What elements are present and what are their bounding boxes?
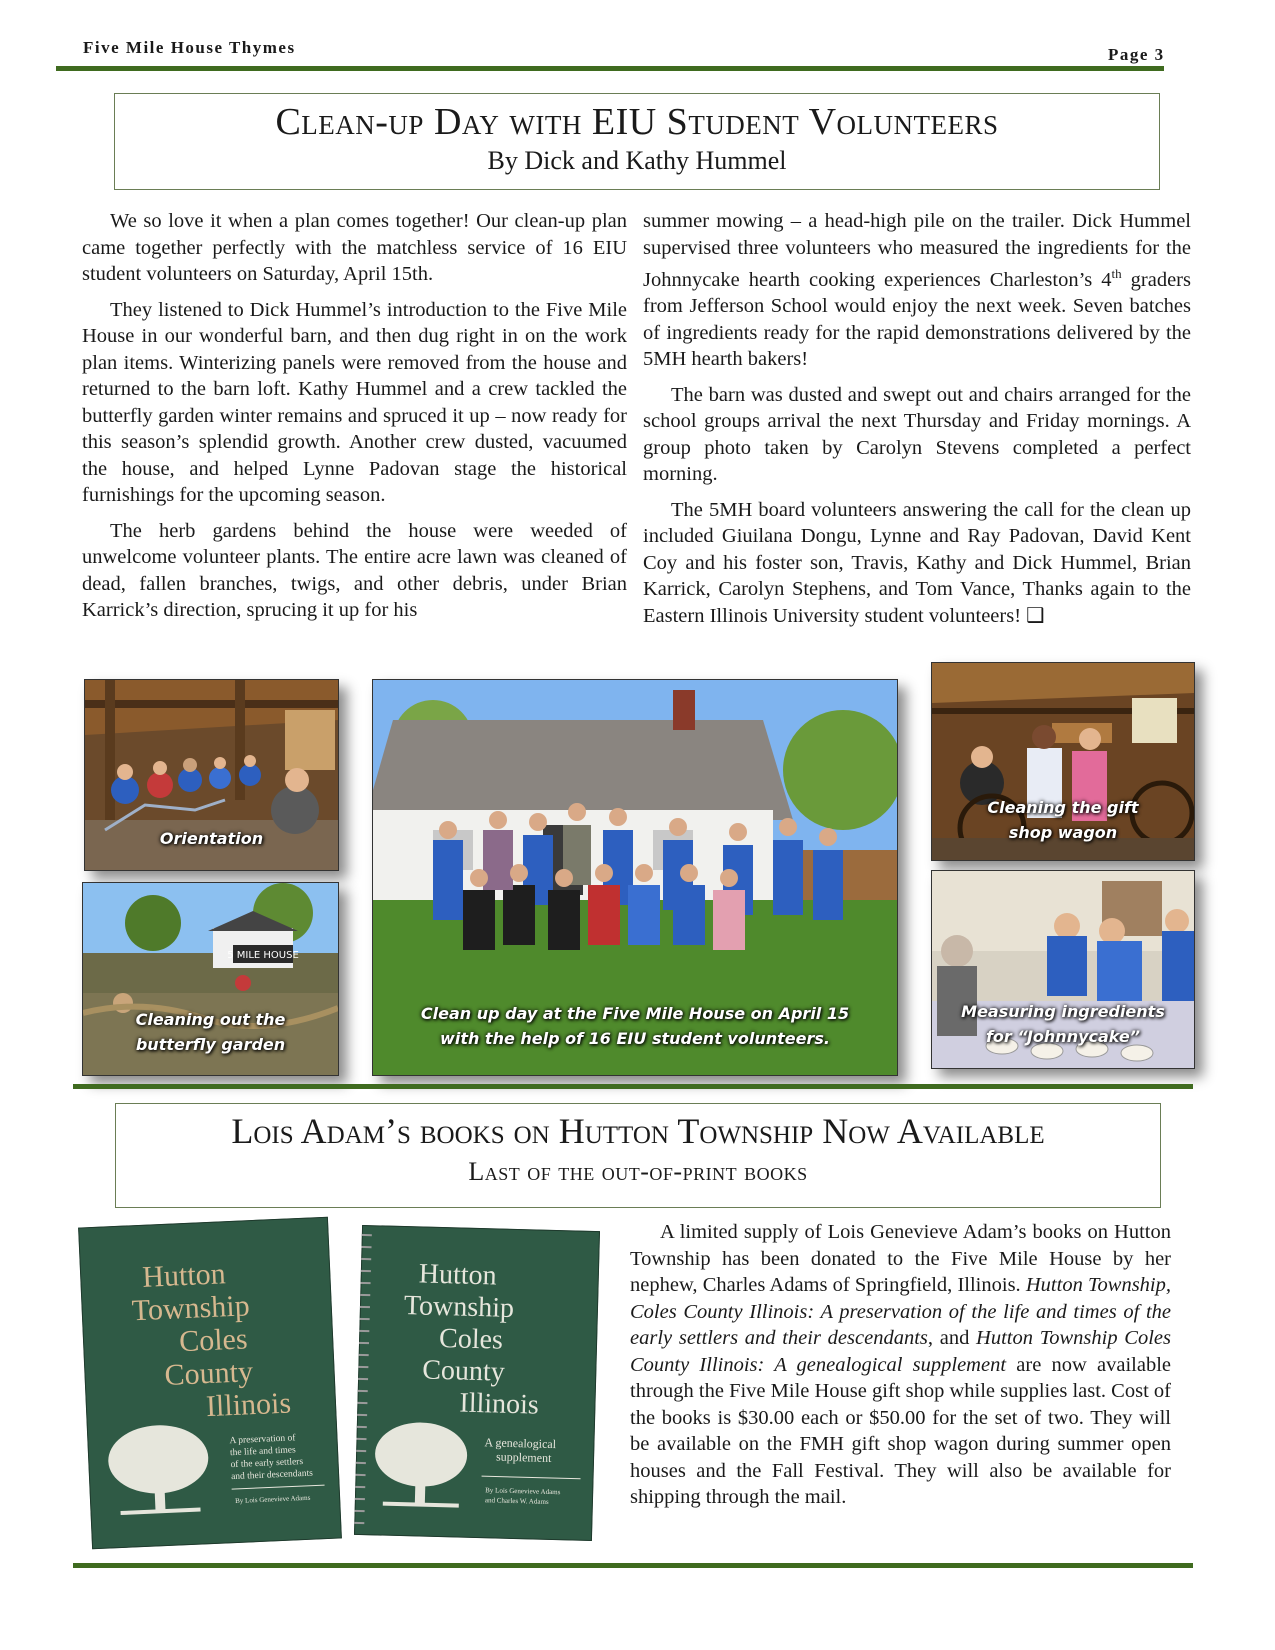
photo-measuring-ingredients <box>931 870 1195 1069</box>
caption-gift-shop-wagon <box>932 795 1194 845</box>
photo-butterfly-garden <box>82 882 339 1076</box>
book2-desc-line: A genealogical <box>484 1435 557 1452</box>
book2-author: By Lois Genevieve Adams <box>485 1486 561 1497</box>
article2-intro: A limited supply of Lois Genevieve Adam’s books on Hutton Township has been donated to the Five Mile House by her nephew, Charles Adams of Springfield, Illinois. <box>630 1221 1171 1296</box>
caption-orientation: Orientation <box>159 829 264 848</box>
continued-text-2: graders from Jefferson School would enjoy the next week. Seven batches of ingredients ready for the rapid demonstrations delivered by the 5MH hearth bakers! <box>643 268 1191 371</box>
caption-measuring-ingredients <box>932 999 1194 1049</box>
article1-title: Clean-up Day with EIU Student Volunteers <box>275 101 999 143</box>
article2-paragraph <box>630 1219 1171 1511</box>
book1-desc-line: and their descendants <box>230 1468 314 1483</box>
book2-title-citation: Hutton Township Coles County Illinois: A genealogical supplement <box>630 1327 1171 1376</box>
book2-cover-image <box>354 1225 600 1541</box>
caption-line: Cleaning the gift <box>987 798 1139 817</box>
grade-number: 4 <box>1101 268 1112 291</box>
article2-conjunction: , and <box>927 1327 970 1349</box>
book2-title-line: County <box>421 1354 506 1388</box>
book1-title-citation: Hutton Township, Coles County Illinois: A preservation of the life and times of the early settlers and their descendants <box>630 1274 1171 1349</box>
ordinal-suffix: th <box>1111 266 1122 281</box>
book1-title-line: Hutton <box>141 1257 227 1294</box>
photo-orientation <box>84 679 339 871</box>
section-rule <box>73 1084 1193 1089</box>
article2-title: Lois Adam’s books on Hutton Township Now Available <box>231 1111 1045 1151</box>
book1-title-line: County <box>163 1355 254 1392</box>
article1-paragraph: The 5MH board volunteers answering the call for the clean up included Giuilana Dongu, Lynne and Ray Padovan, David Kent Coy and his foster son, Travis, Kathy and Dick Hummel, Brian Karrick, Carolyn Stephens, and Tom Vance, Thanks again to the Eastern Illinois University student volunteers! ❑ <box>643 498 1191 627</box>
article1-column-left <box>82 208 627 633</box>
book1-cover-image <box>78 1217 342 1550</box>
book2-title-line: Illinois <box>459 1387 540 1421</box>
photo-gift-shop-wagon <box>931 662 1195 861</box>
caption-line: Cleaning out the <box>135 1010 286 1029</box>
caption-group <box>373 1001 897 1051</box>
book2-desc-line: supplement <box>495 1449 552 1465</box>
caption-line: for “Johnnycake” <box>985 1027 1141 1046</box>
publication-name: Five Mile House Thymes <box>83 38 296 57</box>
book1-desc-line: A preservation of <box>229 1433 296 1447</box>
article1-title-box <box>114 93 1160 190</box>
book1-desc-line: of the early settlers <box>230 1457 304 1471</box>
article2-body <box>630 1219 1171 1511</box>
article2-rest: are now available through the Five Mile House gift shop while supplies last. Cost of the books is $30.00 each or $50.00 for the set of two. They will be available on the FMH gift shop wagon during summer open houses and the Fall Festival. They will also be available for shipping through the mail. <box>630 1353 1172 1508</box>
sign-text: 5 MILE HOUSE <box>227 950 299 961</box>
caption-line: Measuring ingredients <box>961 1002 1165 1021</box>
photo-group <box>372 679 898 1076</box>
article1-paragraph: The herb gardens behind the house were weeded of unwelcome volunteer plants. The entire acre lawn was cleaned of dead, fallen branches, twigs, and other debris, under Brian Karrick’s direction, sprucing it up for his <box>82 519 627 621</box>
article2-subtitle: Last of the out-of-print books <box>468 1156 808 1186</box>
book2-title-line: Township <box>403 1290 515 1324</box>
book-preservation-cover <box>78 1217 342 1550</box>
caption-line: with the help of 16 EIU student volunteers. <box>440 1029 830 1048</box>
book2-author: and Charles W. Adams <box>484 1496 549 1506</box>
book-genealogical-cover <box>354 1225 600 1541</box>
book1-title-line: Coles <box>178 1322 249 1359</box>
book1-author: By Lois Genevieve Adams <box>234 1493 311 1506</box>
article1-paragraph-continued <box>643 208 1191 373</box>
header-rule <box>56 66 1164 71</box>
footer-rule <box>73 1563 1193 1568</box>
caption-line: butterfly garden <box>135 1035 286 1054</box>
article2-title-box <box>115 1103 1161 1208</box>
book1-title-line: Illinois <box>205 1386 292 1424</box>
book1-title-line: Township <box>131 1289 251 1328</box>
book1-desc-line: the life and times <box>229 1445 296 1459</box>
article1-paragraph: They listened to Dick Hummel’s introduction to the Five Mile House in our wonderful barn, and then dug right in on the work plan items. Winterizing panels were removed from the house and returned to the barn loft. Kathy Hummel and a crew tackled the butterfly garden winter remains and spruced it up – now ready for this season’s splendid growth. Another crew dusted, vacuumed the house, and helped Lynne Padovan stage the historical furnishings for the upcoming season. <box>82 298 627 506</box>
book2-title-line: Coles <box>438 1322 504 1356</box>
article1-column-right <box>643 208 1191 638</box>
page-number: Page 3 <box>1108 45 1165 64</box>
continued-text: summer mowing – a head-high pile on the trailer. Dick Hummel supervised three volunteers who measured the ingredients for the Johnnycake hearth cooking experiences Charleston’s <box>643 210 1191 291</box>
caption-butterfly-garden <box>83 1007 338 1057</box>
caption-line: shop wagon <box>1008 823 1118 842</box>
article1-byline: By Dick and Kathy Hummel <box>487 145 787 175</box>
book2-title-line: Hutton <box>418 1258 497 1292</box>
caption-line: Clean up day at the Five Mile House on April 15 <box>420 1004 850 1023</box>
article1-paragraph: The barn was dusted and swept out and chairs arranged for the school groups arrival the next Thursday and Friday mornings. A group photo taken by Carolyn Stevens completed a perfect morning. <box>643 383 1191 486</box>
article1-paragraph: We so love it when a plan comes together! Our clean-up plan came together perfectly with the matchless service of 16 EIU student volunteers on Saturday, April 15th. <box>82 210 627 285</box>
